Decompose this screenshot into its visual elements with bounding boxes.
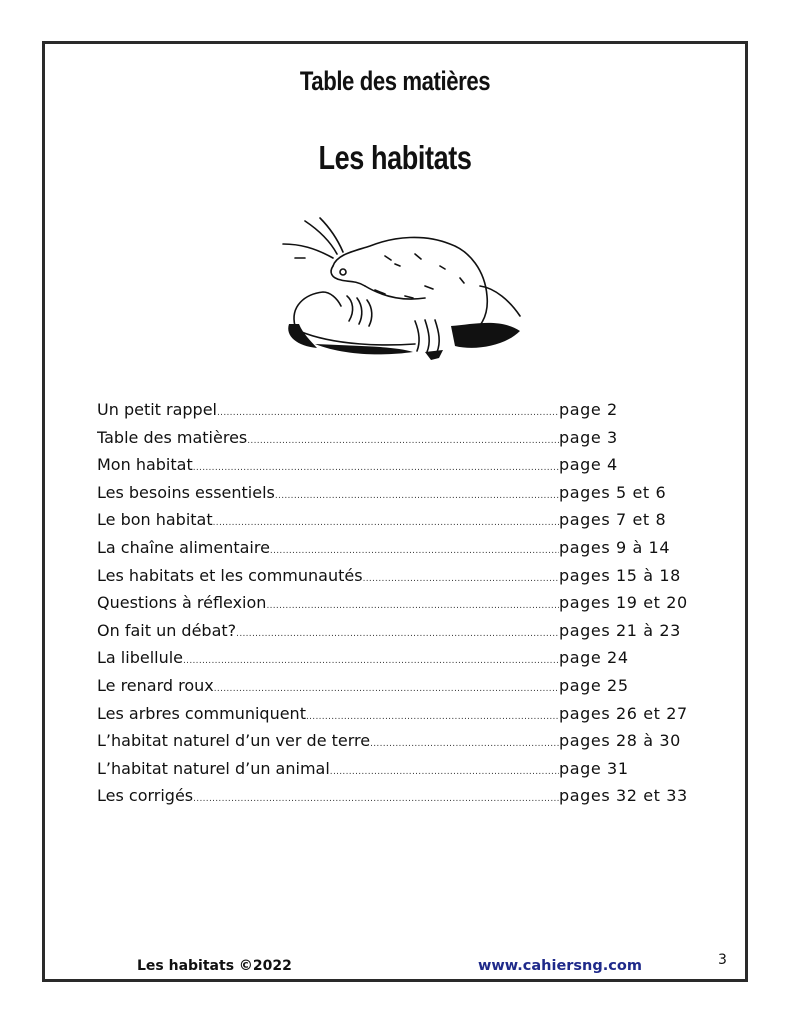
toc-entry-page: pages 7 et 8 — [559, 510, 667, 530]
dot-leader — [214, 684, 559, 694]
toc-entry[interactable] — [97, 704, 717, 732]
page-frame — [42, 41, 748, 982]
dot-leader — [363, 574, 559, 584]
toc-entry-page: page 25 — [559, 675, 629, 695]
footer-website-link[interactable]: www.cahiersng.com — [478, 958, 642, 974]
table-of-contents — [97, 400, 717, 814]
footer-copyright: Les habitats ©2022 — [137, 958, 292, 974]
toc-entry-label: Les corrigés — [97, 786, 194, 806]
toc-entry-label: La chaîne alimentaire — [97, 537, 270, 557]
toc-entry-label: L’habitat naturel d’un animal — [97, 758, 330, 778]
toc-entry-label: Table des matières — [97, 427, 248, 447]
toc-entry-label: La libellule — [97, 648, 184, 668]
page-number: 3 — [718, 952, 727, 968]
toc-entry-page: pages 21 à 23 — [559, 620, 681, 640]
toc-entry[interactable] — [97, 510, 717, 538]
toc-entry-page: page 2 — [559, 400, 618, 419]
toc-entry-page: page 24 — [559, 648, 629, 668]
toc-entry-label: Questions à réflexion — [97, 593, 267, 613]
toc-entry[interactable] — [97, 538, 717, 566]
toc-entry[interactable] — [97, 676, 717, 704]
toc-entry[interactable] — [97, 759, 717, 787]
toc-entry-label: Mon habitat — [97, 455, 193, 475]
dot-leader — [330, 767, 559, 777]
dot-leader — [370, 739, 559, 749]
toc-entry[interactable] — [97, 648, 717, 676]
toc-entry-label: Le renard roux — [97, 675, 214, 695]
toc-entry-label: On fait un débat? — [97, 620, 237, 640]
toc-entry-page: pages 28 à 30 — [559, 731, 681, 751]
dot-leader — [270, 546, 559, 556]
dot-leader — [213, 518, 559, 528]
dot-leader — [247, 436, 559, 446]
page-title: Table des matières — [299, 66, 491, 96]
dot-leader — [275, 491, 559, 501]
dot-leader — [306, 712, 559, 722]
toc-entry[interactable] — [97, 483, 717, 511]
toc-entry[interactable] — [97, 786, 717, 814]
toc-entry-label: Les besoins essentiels — [97, 482, 275, 502]
toc-entry[interactable] — [97, 455, 717, 483]
toc-entry[interactable] — [97, 566, 717, 594]
toc-entry-label: L’habitat naturel d’un ver de terre — [97, 731, 371, 751]
toc-entry[interactable] — [97, 593, 717, 621]
toc-entry-page: pages 19 et 20 — [559, 593, 688, 613]
toc-entry-label: Un petit rappel — [97, 400, 217, 419]
toc-entry-label: Les habitats et les communautés — [97, 565, 363, 585]
toc-entry-page: pages 32 et 33 — [559, 786, 688, 806]
dot-leader — [266, 601, 559, 611]
toc-entry-label: Les arbres communiquent — [97, 703, 306, 723]
dot-leader — [217, 408, 559, 418]
dot-leader — [183, 656, 559, 666]
toc-entry-page: pages 9 à 14 — [559, 537, 671, 557]
toc-entry[interactable] — [97, 621, 717, 649]
page-subtitle: Les habitats — [318, 139, 472, 176]
mole-illustration-icon — [275, 206, 535, 366]
toc-entry[interactable] — [97, 400, 717, 428]
toc-entry-page: page 3 — [559, 427, 618, 447]
toc-entry-page: page 31 — [559, 758, 629, 778]
toc-entry-page: pages 26 et 27 — [559, 703, 688, 723]
toc-entry-page: pages 15 à 18 — [559, 565, 681, 585]
dot-leader — [236, 629, 559, 639]
dot-leader — [193, 463, 559, 473]
toc-entry[interactable] — [97, 428, 717, 456]
toc-entry[interactable] — [97, 731, 717, 759]
toc-entry-label: Le bon habitat — [97, 510, 213, 530]
toc-entry-page: page 4 — [559, 455, 618, 475]
dot-leader — [193, 794, 559, 804]
toc-entry-page: pages 5 et 6 — [559, 482, 667, 502]
